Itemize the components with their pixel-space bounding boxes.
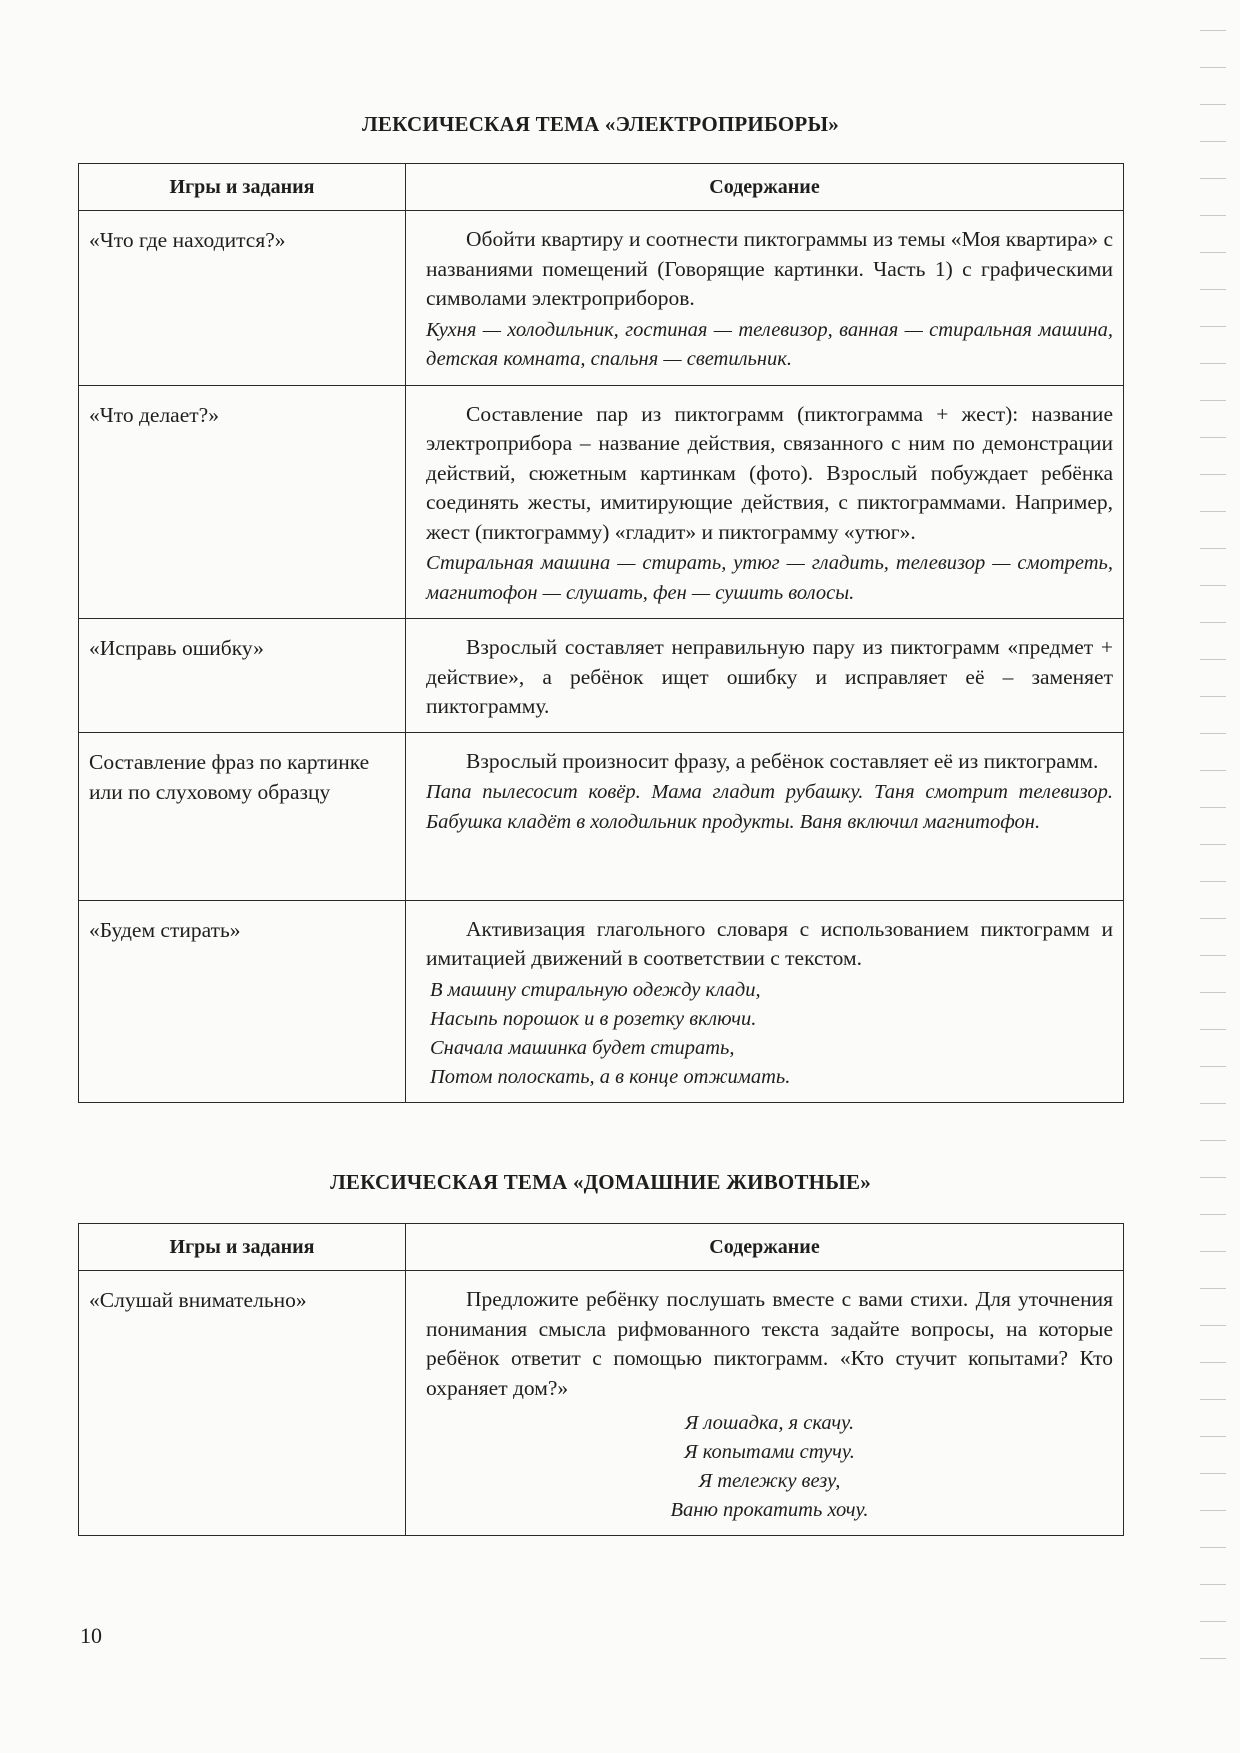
game-content	[406, 900, 1124, 1102]
binding-mark	[1200, 1214, 1226, 1215]
binding-marks	[1170, 30, 1240, 1730]
binding-mark	[1200, 1584, 1226, 1585]
binding-mark	[1200, 178, 1226, 179]
binding-mark	[1200, 918, 1226, 919]
binding-mark	[1200, 696, 1226, 697]
binding-mark	[1200, 1177, 1226, 1178]
binding-mark	[1200, 67, 1226, 68]
column-header-content: Содержание	[406, 1224, 1124, 1271]
binding-mark	[1200, 1140, 1226, 1141]
binding-mark	[1200, 30, 1226, 31]
rhyme-line: Я лошадка, я скачу.	[684, 1412, 855, 1434]
game-content	[406, 732, 1124, 900]
binding-mark	[1200, 326, 1226, 327]
binding-mark	[1200, 1436, 1226, 1437]
rhyme-line: Насыпь порошок и в розетку включи.	[430, 1007, 757, 1030]
binding-mark	[1200, 659, 1226, 660]
rhyme	[426, 976, 1113, 1092]
binding-mark	[1200, 585, 1226, 586]
binding-mark	[1200, 141, 1226, 142]
content-description: Обойти квартиру и соотнести пиктограммы из темы «Моя квартира» с названиями помещений (Говорящие картинки. Часть 1) с графическими символами электроприборов.	[426, 227, 1113, 310]
binding-mark	[1200, 363, 1226, 364]
binding-mark	[1200, 437, 1226, 438]
game-content	[406, 619, 1124, 733]
content-example: Папа пылесосит ковёр. Мама гладит рубашку. Таня смотрит телевизор. Бабушка кладёт в холодильник продукты. Ваня включил магнитофон.	[426, 781, 1113, 833]
section-title-pets: ЛЕКСИЧЕСКАЯ ТЕМА «ДОМАШНИЕ ЖИВОТНЫЕ»	[330, 1170, 871, 1194]
binding-mark	[1200, 1029, 1226, 1030]
rhyme-line: Потом полоскать, а в конце отжимать.	[430, 1065, 791, 1088]
binding-mark	[1200, 548, 1226, 549]
content-description: Составление пар из пиктограмм (пиктограмма + жест): название электроприбора – название действия, связанного с ним по демонстрации действий, сюжетным картинкам (фото). Взрослый побуждает ребёнка соединять жесты, имитирующие действия, с пиктограммами. Например, жест (пиктограмму) «гладит» и пиктограмму «утюг».	[426, 401, 1113, 544]
binding-mark	[1200, 215, 1226, 216]
rhyme-line: В машину стиральную одежду клади,	[430, 978, 761, 1001]
table-row	[79, 211, 1124, 386]
table-row	[79, 732, 1124, 900]
table-row	[79, 1271, 1124, 1536]
column-header-games: Игры и задания	[79, 1224, 406, 1271]
game-content	[406, 211, 1124, 386]
game-name: «Что делает?»	[79, 385, 406, 619]
binding-mark	[1200, 1066, 1226, 1067]
binding-mark	[1200, 1325, 1226, 1326]
rhyme-line: Сначала машинка будет стирать,	[430, 1036, 735, 1059]
binding-mark	[1200, 955, 1226, 956]
game-name: Составление фраз по картинке или по слуховому образцу	[79, 732, 406, 900]
binding-mark	[1200, 844, 1226, 845]
binding-mark	[1200, 289, 1226, 290]
game-content	[406, 1271, 1124, 1536]
content-description: Взрослый составляет неправильную пару из пиктограмм «предмет + действие», а ребёнок ищет ошибку и исправляет её – заменяет пиктограмму.	[426, 635, 1113, 718]
binding-mark	[1200, 1288, 1226, 1289]
binding-mark	[1200, 992, 1226, 993]
binding-mark	[1200, 1362, 1226, 1363]
binding-mark	[1200, 1621, 1226, 1622]
game-name: «Что где находится?»	[79, 211, 406, 386]
binding-mark	[1200, 770, 1226, 771]
binding-mark	[1200, 1399, 1226, 1400]
table-header-row	[79, 164, 1124, 211]
binding-mark	[1200, 104, 1226, 105]
binding-mark	[1200, 881, 1226, 882]
rhyme-line: Ваню прокатить хочу.	[670, 1499, 869, 1521]
binding-mark	[1200, 622, 1226, 623]
content-description: Предложите ребёнку послушать вместе с вами стихи. Для уточнения понимания смысла рифмованного текста задайте вопросы, на которые ребёнок ответит с помощью пиктограмм. «Кто стучит копытами? Кто охраняет дом?»	[426, 1287, 1113, 1400]
table-row	[79, 900, 1124, 1102]
column-header-content: Содержание	[406, 164, 1124, 211]
content-example: Кухня — холодильник, гостиная — телевизор, ванная — стиральная машина, детская комната, спальня — светильник.	[426, 318, 1113, 370]
binding-mark	[1200, 400, 1226, 401]
binding-mark	[1200, 733, 1226, 734]
binding-mark	[1200, 1251, 1226, 1252]
rhyme-line: Я копытами стучу.	[684, 1441, 855, 1463]
rhyme-line: Я тележку везу,	[698, 1470, 841, 1492]
game-name: «Будем стирать»	[79, 900, 406, 1102]
content-example: Стиральная машина — стирать, утюг — гладить, телевизор — смотреть, магнитофон — слушать, фен — сушить волосы.	[426, 552, 1113, 604]
binding-mark	[1200, 1547, 1226, 1548]
binding-mark	[1200, 1103, 1226, 1104]
content-description: Взрослый произносит фразу, а ребёнок составляет её из пиктограмм.	[466, 748, 1099, 773]
binding-mark	[1200, 1658, 1226, 1659]
table-row	[79, 385, 1124, 619]
game-content	[406, 385, 1124, 619]
binding-mark	[1200, 474, 1226, 475]
table-header-row	[79, 1224, 1124, 1271]
table-electrical-appliances	[78, 163, 1124, 1103]
game-name: «Слушай внимательно»	[79, 1271, 406, 1536]
rhyme	[426, 1409, 1113, 1525]
section-title-electrical-appliances: ЛЕКСИЧЕСКАЯ ТЕМА «ЭЛЕКТРОПРИБОРЫ»	[362, 112, 839, 136]
table-row	[79, 619, 1124, 733]
table-pets	[78, 1223, 1124, 1536]
content-description: Активизация глагольного словаря с использованием пиктограмм и имитацией движений в соответствии с текстом.	[426, 916, 1113, 970]
column-header-games: Игры и задания	[79, 164, 406, 211]
binding-mark	[1200, 511, 1226, 512]
binding-mark	[1200, 1510, 1226, 1511]
binding-mark	[1200, 1473, 1226, 1474]
page-number: 10	[80, 1623, 102, 1648]
binding-mark	[1200, 252, 1226, 253]
binding-mark	[1200, 807, 1226, 808]
game-name: «Исправь ошибку»	[79, 619, 406, 733]
